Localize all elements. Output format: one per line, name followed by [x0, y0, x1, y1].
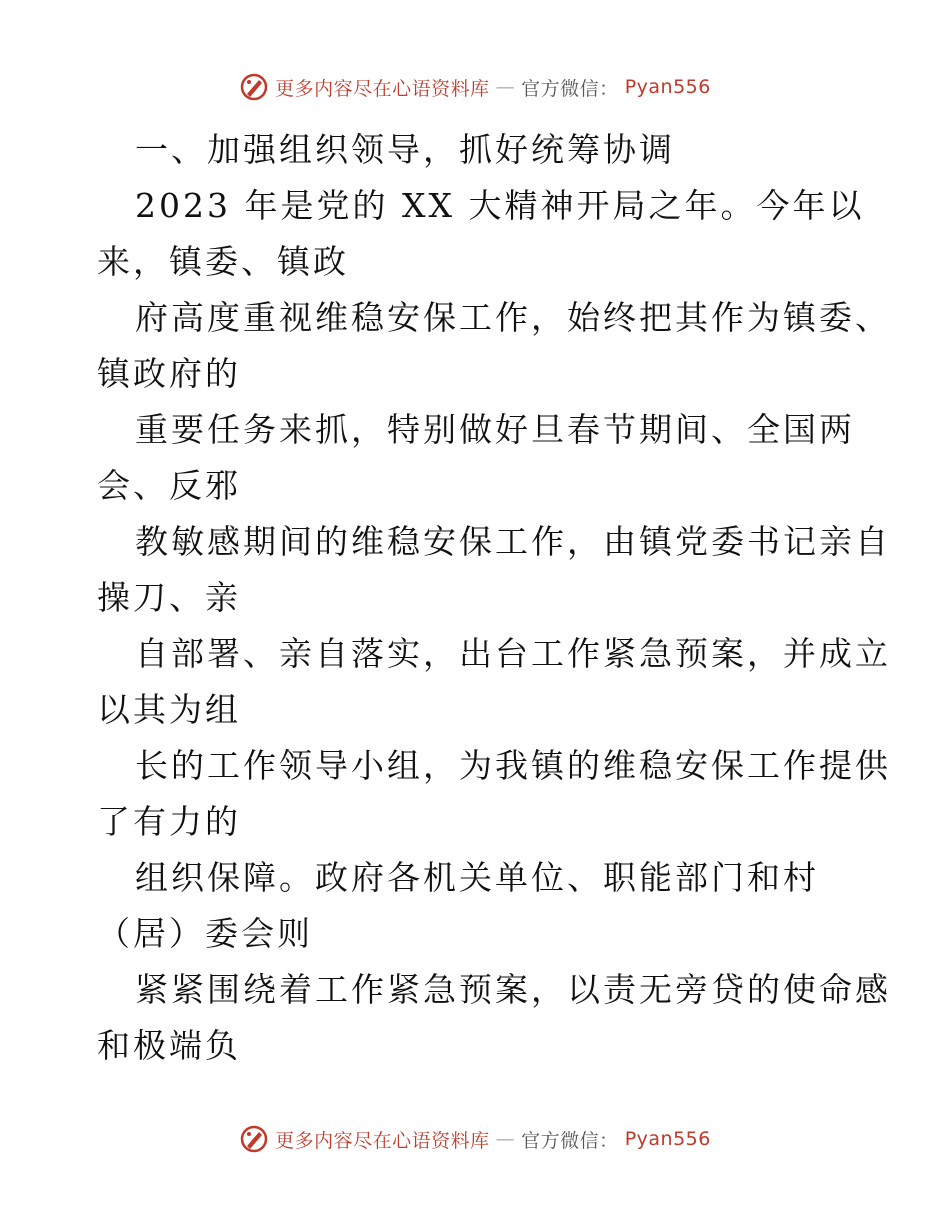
footer-watermark: [0, 1124, 950, 1154]
text-line: 2023 年是党的 XX 大精神开局之年。今年以: [135, 186, 865, 225]
text-line: 以其为组: [97, 690, 241, 729]
text-line: 重要任务来抓，特别做好旦春节期间、全国两: [135, 410, 855, 449]
text-line: 了有力的: [97, 802, 241, 841]
text-line: 会、反邪: [97, 466, 241, 505]
text-line: 一、加强组织领导，抓好统筹协调: [135, 130, 675, 169]
text-line: 和极端负: [97, 1026, 241, 1065]
text-line: 自部署、亲自落实，出台工作紧急预案，并成立: [135, 634, 891, 673]
header-watermark: [0, 72, 950, 102]
text-line: 长的工作领导小组，为我镇的维稳安保工作提供: [135, 746, 891, 785]
document-body: [97, 122, 891, 1074]
text-line: 组织保障。政府各机关单位、职能部门和村: [135, 858, 819, 897]
text-line: 紧紧围绕着工作紧急预案，以责无旁贷的使命感: [135, 970, 891, 1009]
watermark-wechat-id: Pyan556: [624, 1128, 711, 1150]
text-line: 镇政府的: [97, 354, 241, 393]
watermark-wechat-id: Pyan556: [624, 76, 711, 98]
watermark-brand-text: 更多内容尽在心语资料库: [275, 77, 490, 100]
text-line: 操刀、亲: [97, 578, 241, 617]
watermark-separator: —: [495, 76, 516, 98]
watermark-separator: —: [495, 1128, 516, 1150]
brand-logo-icon: [239, 72, 269, 102]
watermark-brand-text: 更多内容尽在心语资料库: [275, 1129, 490, 1152]
text-line: （居）委会则: [97, 914, 313, 953]
text-line: 府高度重视维稳安保工作，始终把其作为镇委、: [135, 298, 891, 337]
watermark-wechat-label: 官方微信：: [521, 77, 619, 100]
text-line: 教敏感期间的维稳安保工作，由镇党委书记亲自: [135, 522, 891, 561]
watermark-wechat-label: 官方微信：: [521, 1129, 619, 1152]
brand-logo-icon: [239, 1124, 269, 1154]
text-line: 来，镇委、镇政: [97, 242, 349, 281]
